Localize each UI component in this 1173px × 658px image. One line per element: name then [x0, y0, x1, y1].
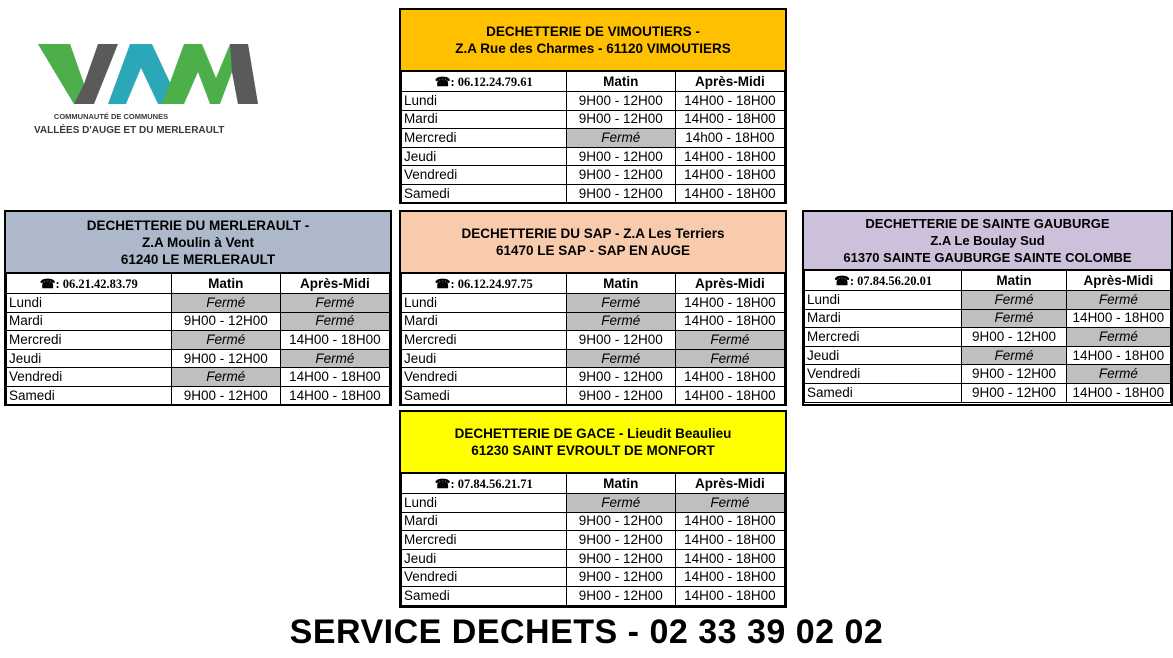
day-cell: Jeudi [7, 349, 172, 368]
morning-hours-cell: 9H00 - 12H00 [566, 166, 675, 185]
table-row [402, 166, 785, 185]
center-header [6, 212, 390, 273]
schedule-table [401, 473, 785, 606]
afternoon-hours-cell: 14H00 - 18H00 [280, 368, 389, 387]
afternoon-hours-cell: 14H00 - 18H00 [675, 147, 784, 166]
center-header [804, 212, 1171, 270]
table-row [805, 383, 1171, 402]
morning-hours-cell: Fermé [171, 294, 280, 313]
day-cell: Jeudi [402, 549, 567, 568]
day-cell: Mercredi [805, 328, 962, 347]
morning-hours-cell: Fermé [962, 291, 1066, 310]
table-row [402, 312, 785, 331]
center-header-line: Z.A Rue des Charmes - 61120 VIMOUTIERS [455, 41, 731, 56]
day-cell: Vendredi [402, 166, 567, 185]
afternoon-hours-cell: 14H00 - 18H00 [1066, 346, 1170, 365]
afternoon-hours-cell: 14H00 - 18H00 [675, 294, 784, 313]
table-row [7, 331, 390, 350]
phone-number: ☎: 06.12.24.97.75 [402, 274, 567, 294]
table-row [402, 92, 785, 111]
morning-hours-cell: Fermé [962, 346, 1066, 365]
day-cell: Jeudi [402, 349, 567, 368]
afternoon-hours-cell: 14H00 - 18H00 [675, 512, 784, 531]
center-merlerault [4, 210, 392, 406]
phone-number: ☎: 07.84.56.20.01 [805, 271, 962, 291]
morning-hours-cell: 9H00 - 12H00 [962, 328, 1066, 347]
day-cell: Jeudi [805, 346, 962, 365]
schedule-header-row [805, 271, 1171, 291]
table-row [7, 294, 390, 313]
phone-number: ☎: 06.21.42.83.79 [7, 274, 172, 294]
day-cell: Mercredi [402, 331, 567, 350]
table-row [402, 349, 785, 368]
day-cell: Lundi [402, 294, 567, 313]
afternoon-hours-cell: 14H00 - 18H00 [675, 531, 784, 550]
day-cell: Mardi [7, 312, 172, 331]
day-cell: Vendredi [7, 368, 172, 387]
center-header-line: DECHETTERIE DU SAP - Z.A Les Terriers [461, 226, 725, 241]
afternoon-hours-cell: 14H00 - 18H00 [675, 586, 784, 605]
table-row [402, 294, 785, 313]
table-row [7, 386, 390, 405]
afternoon-hours-cell: 14H00 - 18H00 [280, 386, 389, 405]
morning-hours-cell: 9H00 - 12H00 [566, 184, 675, 203]
center-header-line: DECHETTERIE DU MERLERAULT - [86, 217, 310, 233]
center-gace [399, 410, 787, 608]
day-cell: Lundi [7, 294, 172, 313]
schedule-header-row [402, 72, 785, 92]
afternoon-hours-cell: 14H00 - 18H00 [675, 312, 784, 331]
morning-hours-cell: Fermé [171, 331, 280, 350]
table-row [805, 309, 1171, 328]
day-cell: Vendredi [402, 568, 567, 587]
table-row [402, 129, 785, 148]
morning-hours-cell: 9H00 - 12H00 [566, 568, 675, 587]
afternoon-hours-cell: 14h00 - 18H00 [675, 129, 784, 148]
morning-hours-cell: 9H00 - 12H00 [566, 147, 675, 166]
afternoon-hours-cell: Fermé [675, 349, 784, 368]
schedule-table [804, 270, 1171, 403]
afternoon-hours-cell: 14H00 - 18H00 [675, 110, 784, 129]
day-cell: Samedi [805, 383, 962, 402]
vam-logo-mark [34, 38, 260, 108]
morning-hours-cell: 9H00 - 12H00 [171, 312, 280, 331]
afternoon-hours-cell: 14H00 - 18H00 [675, 568, 784, 587]
day-cell: Samedi [402, 184, 567, 203]
day-cell: Vendredi [805, 365, 962, 384]
column-matin: Matin [171, 274, 280, 294]
morning-hours-cell: 9H00 - 12H00 [962, 365, 1066, 384]
center-header [401, 212, 785, 273]
morning-hours-cell: 9H00 - 12H00 [962, 383, 1066, 402]
morning-hours-cell: 9H00 - 12H00 [171, 386, 280, 405]
afternoon-hours-cell: Fermé [280, 349, 389, 368]
morning-hours-cell: 9H00 - 12H00 [566, 331, 675, 350]
column-matin: Matin [566, 72, 675, 92]
column-matin: Matin [566, 474, 675, 494]
logo-line-2: VALLÉES D'AUGE ET DU MERLERAULT [34, 125, 225, 136]
day-cell: Mardi [402, 110, 567, 129]
afternoon-hours-cell: 14H00 - 18H00 [675, 166, 784, 185]
morning-hours-cell: Fermé [566, 129, 675, 148]
afternoon-hours-cell: 14H00 - 18H00 [675, 92, 784, 111]
afternoon-hours-cell: 14H00 - 18H00 [675, 184, 784, 203]
table-row [402, 586, 785, 605]
column-apres-midi: Après-Midi [675, 274, 784, 294]
table-row [402, 568, 785, 587]
day-cell: Mercredi [7, 331, 172, 350]
schedule-table [401, 273, 785, 406]
day-cell: Lundi [402, 494, 567, 513]
center-header-line: 61230 SAINT EVROULT DE MONFORT [471, 443, 715, 458]
schedule-header-row [402, 274, 785, 294]
center-header [401, 10, 785, 71]
center-header-line: 61370 SAINTE GAUBURGE SAINTE COLOMBE [843, 250, 1132, 265]
vam-logo [34, 38, 264, 143]
column-apres-midi: Après-Midi [675, 474, 784, 494]
center-header-line: DECHETTERIE DE GACE - Lieudit Beaulieu [454, 426, 732, 441]
center-header-line: DECHETTERIE DE SAINTE GAUBURGE [865, 216, 1110, 231]
table-row [402, 512, 785, 531]
morning-hours-cell: Fermé [566, 494, 675, 513]
morning-hours-cell: 9H00 - 12H00 [171, 349, 280, 368]
table-row [7, 312, 390, 331]
phone-number: ☎: 07.84.56.21.71 [402, 474, 567, 494]
day-cell: Jeudi [402, 147, 567, 166]
schedule-table [6, 273, 390, 406]
center-sap [399, 210, 787, 406]
afternoon-hours-cell: Fermé [675, 331, 784, 350]
day-cell: Mardi [402, 512, 567, 531]
table-row [402, 549, 785, 568]
table-row [7, 368, 390, 387]
column-matin: Matin [566, 274, 675, 294]
afternoon-hours-cell: Fermé [280, 294, 389, 313]
table-row [402, 386, 785, 405]
phone-number: ☎: 06.12.24.79.61 [402, 72, 567, 92]
center-header-line: Z.A Moulin à Vent [141, 234, 254, 250]
center-header [401, 412, 785, 473]
morning-hours-cell: Fermé [566, 312, 675, 331]
day-cell: Mercredi [402, 531, 567, 550]
column-apres-midi: Après-Midi [1066, 271, 1170, 291]
afternoon-hours-cell: Fermé [1066, 291, 1170, 310]
morning-hours-cell: 9H00 - 12H00 [566, 110, 675, 129]
morning-hours-cell: Fermé [171, 368, 280, 387]
morning-hours-cell: Fermé [566, 294, 675, 313]
day-cell: Mardi [805, 309, 962, 328]
afternoon-hours-cell: 14H00 - 18H00 [675, 549, 784, 568]
center-header-line: 61470 LE SAP - SAP EN AUGE [495, 243, 691, 258]
table-row [402, 184, 785, 203]
morning-hours-cell: 9H00 - 12H00 [566, 368, 675, 387]
afternoon-hours-cell: Fermé [280, 312, 389, 331]
day-cell: Samedi [402, 386, 567, 405]
column-apres-midi: Après-Midi [675, 72, 784, 92]
morning-hours-cell: Fermé [566, 349, 675, 368]
table-row [805, 328, 1171, 347]
day-cell: Mardi [402, 312, 567, 331]
column-apres-midi: Après-Midi [280, 274, 389, 294]
afternoon-hours-cell: Fermé [1066, 328, 1170, 347]
afternoon-hours-cell: Fermé [675, 494, 784, 513]
table-row [402, 110, 785, 129]
center-header-line: Z.A Le Boulay Sud [930, 233, 1045, 248]
table-row [402, 147, 785, 166]
center-header-line: DECHETTERIE DE VIMOUTIERS - [486, 24, 700, 39]
day-cell: Lundi [805, 291, 962, 310]
morning-hours-cell: 9H00 - 12H00 [566, 386, 675, 405]
afternoon-hours-cell: 14H00 - 18H00 [675, 386, 784, 405]
service-dechets-footer: SERVICE DECHETS - 02 33 39 02 02 [289, 613, 884, 651]
center-sainte-gauburge [802, 210, 1173, 406]
day-cell: Vendredi [402, 368, 567, 387]
morning-hours-cell: 9H00 - 12H00 [566, 549, 675, 568]
center-header-line: 61240 LE MERLERAULT [120, 251, 276, 267]
afternoon-hours-cell: 14H00 - 18H00 [675, 368, 784, 387]
table-row [402, 531, 785, 550]
morning-hours-cell: 9H00 - 12H00 [566, 512, 675, 531]
morning-hours-cell: 9H00 - 12H00 [566, 92, 675, 111]
afternoon-hours-cell: 14H00 - 18H00 [1066, 309, 1170, 328]
table-row [402, 368, 785, 387]
morning-hours-cell: Fermé [962, 309, 1066, 328]
table-row [805, 291, 1171, 310]
schedule-header-row [7, 274, 390, 294]
table-row [402, 494, 785, 513]
morning-hours-cell: 9H00 - 12H00 [566, 531, 675, 550]
schedule-header-row [402, 474, 785, 494]
table-row [805, 365, 1171, 384]
column-matin: Matin [962, 271, 1066, 291]
table-row [805, 346, 1171, 365]
morning-hours-cell: 9H00 - 12H00 [566, 586, 675, 605]
afternoon-hours-cell: Fermé [1066, 365, 1170, 384]
center-vimoutiers [399, 8, 787, 204]
logo-line-1: COMMUNAUTÉ DE COMMUNES [53, 112, 169, 121]
day-cell: Mercredi [402, 129, 567, 148]
day-cell: Samedi [7, 386, 172, 405]
afternoon-hours-cell: 14H00 - 18H00 [1066, 383, 1170, 402]
day-cell: Lundi [402, 92, 567, 111]
afternoon-hours-cell: 14H00 - 18H00 [280, 331, 389, 350]
day-cell: Samedi [402, 586, 567, 605]
table-row [402, 331, 785, 350]
schedule-table [401, 71, 785, 204]
table-row [7, 349, 390, 368]
